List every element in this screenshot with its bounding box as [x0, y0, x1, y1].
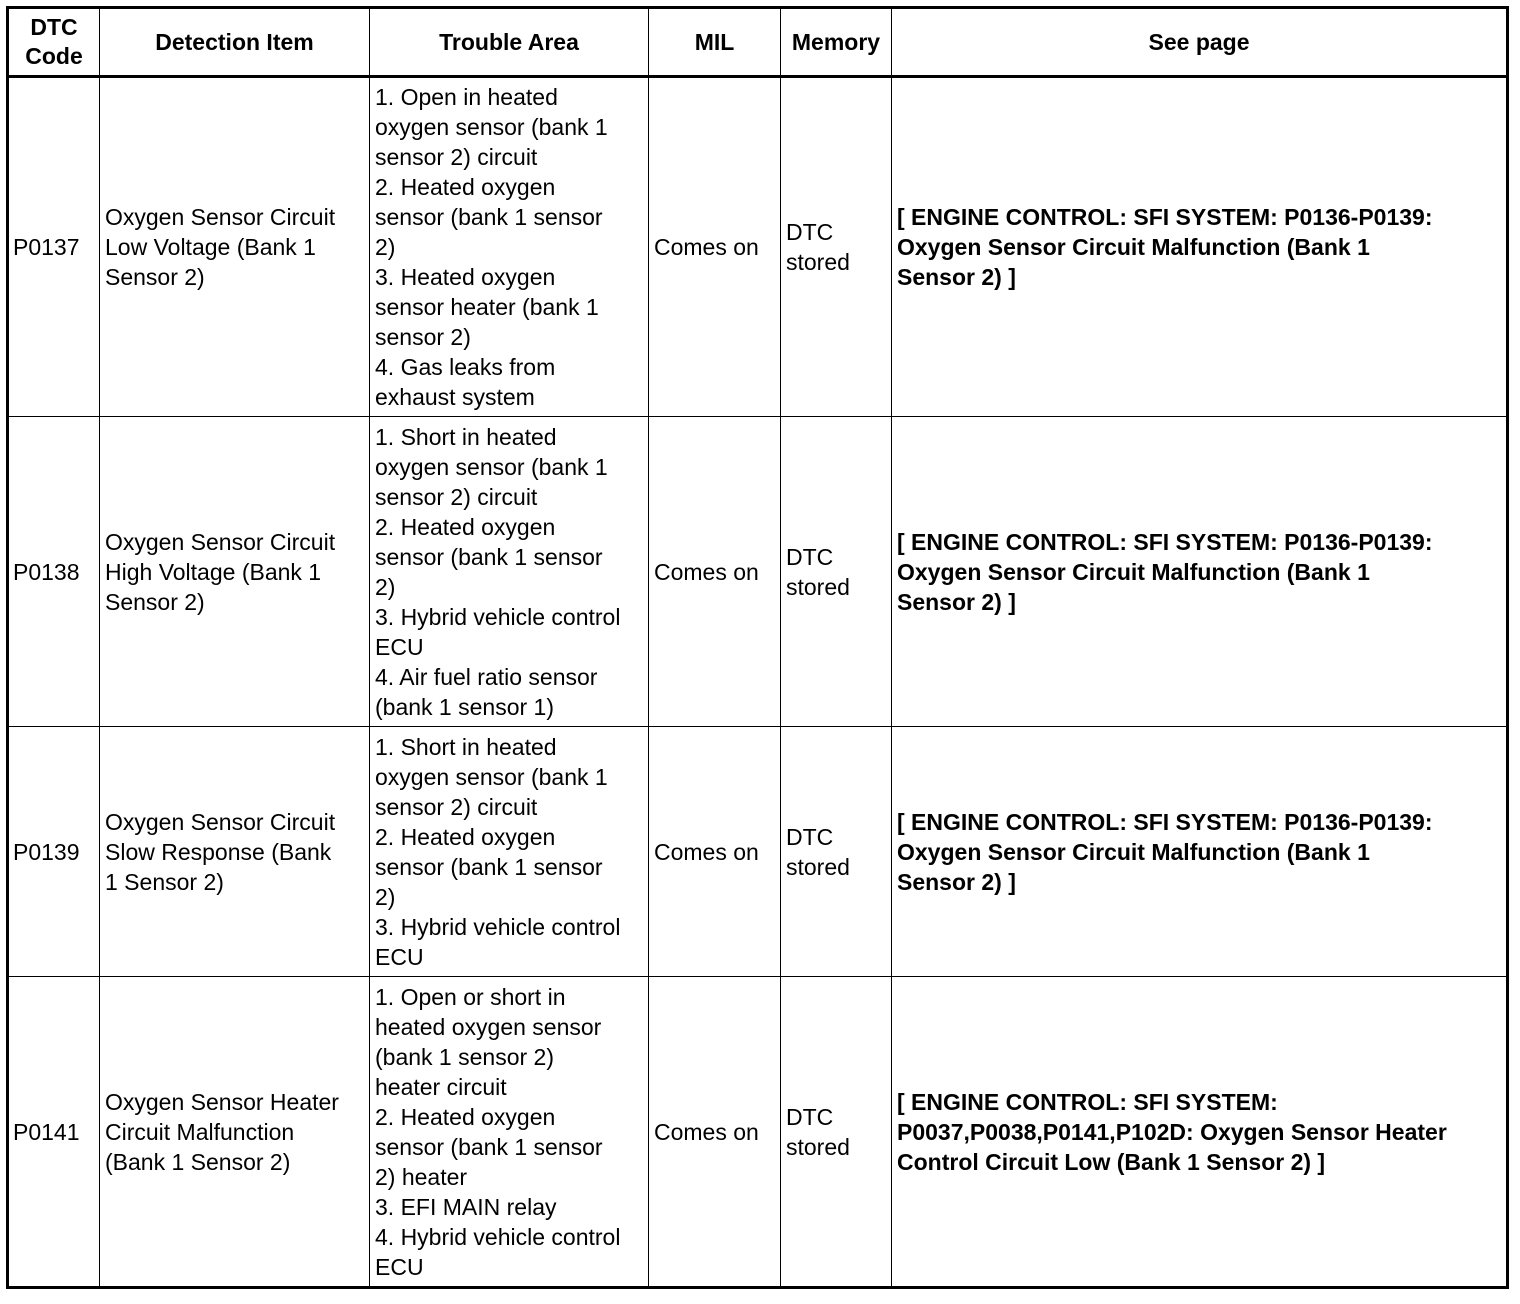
see-page-cell — [892, 727, 1508, 977]
trouble-line: sensor (bank 1 sensor — [375, 543, 603, 570]
detection-line: Sensor 2) — [105, 588, 205, 615]
see-page-line: Control Circuit Low (Bank 1 Sensor 2) ] — [897, 1148, 1326, 1175]
trouble-line: 4. Gas leaks from — [375, 354, 556, 380]
see-page-line: [ ENGINE CONTROL: SFI SYSTEM: — [897, 1088, 1278, 1115]
see-page-line: Oxygen Sensor Circuit Malfunction (Bank 1 — [897, 234, 1370, 260]
trouble-line: 3. Hybrid vehicle control — [375, 603, 621, 630]
trouble-area-cell — [370, 77, 649, 417]
trouble-line: 4. Hybrid vehicle control — [375, 1223, 621, 1250]
trouble-line: 4. Air fuel ratio sensor — [375, 663, 598, 690]
detection-item-cell — [100, 77, 370, 417]
trouble-line: 1. Open or short in — [375, 983, 566, 1010]
see-page-cell — [892, 977, 1508, 1288]
trouble-line: sensor (bank 1 sensor — [375, 204, 603, 230]
detection-item-cell — [100, 977, 370, 1288]
trouble-line: ECU — [375, 633, 424, 660]
trouble-line: heater circuit — [375, 1073, 507, 1100]
trouble-line: 2. Heated oxygen — [375, 823, 556, 850]
see-page-line: Oxygen Sensor Circuit Malfunction (Bank 1 — [897, 558, 1370, 585]
trouble-line: sensor 2) circuit — [375, 144, 538, 170]
memory-line: stored — [786, 853, 850, 880]
memory-line: stored — [786, 573, 850, 600]
detection-line: Low Voltage (Bank 1 — [105, 234, 316, 260]
memory-line: stored — [786, 249, 850, 275]
header-memory: Memory — [781, 8, 892, 77]
trouble-line: 1. Short in heated — [375, 733, 557, 760]
header-row — [8, 8, 1508, 77]
trouble-line: ECU — [375, 1253, 424, 1280]
header-detection-item: Detection Item — [100, 8, 370, 77]
dtc-table — [6, 6, 1509, 1289]
trouble-line: 3. Hybrid vehicle control — [375, 913, 621, 940]
memory-cell — [781, 727, 892, 977]
detection-line: Sensor 2) — [105, 264, 205, 290]
detection-item-cell — [100, 417, 370, 727]
memory-cell — [781, 417, 892, 727]
trouble-line: 3. EFI MAIN relay — [375, 1193, 557, 1220]
detection-line: Oxygen Sensor Heater — [105, 1088, 339, 1115]
trouble-line: heated oxygen sensor — [375, 1013, 602, 1040]
trouble-line: 2) — [375, 573, 396, 600]
table-row — [8, 417, 1508, 727]
detection-line: Circuit Malfunction — [105, 1118, 295, 1145]
dtc-code-cell: P0139 — [8, 727, 100, 977]
trouble-line: 2) heater — [375, 1163, 468, 1190]
trouble-area-cell — [370, 417, 649, 727]
detection-item-cell — [100, 727, 370, 977]
see-page-line: Sensor 2) ] — [897, 588, 1016, 615]
detection-line: High Voltage (Bank 1 — [105, 558, 322, 585]
see-page-line: [ ENGINE CONTROL: SFI SYSTEM: P0136-P0139: — [897, 528, 1433, 555]
see-page-line: [ ENGINE CONTROL: SFI SYSTEM: P0136-P0139: — [897, 808, 1433, 835]
memory-cell — [781, 77, 892, 417]
trouble-line: sensor heater (bank 1 — [375, 294, 599, 320]
trouble-line: 1. Short in heated — [375, 423, 557, 450]
dtc-code-cell: P0137 — [8, 77, 100, 417]
trouble-line: sensor (bank 1 sensor — [375, 853, 603, 880]
see-page-line: Sensor 2) ] — [897, 264, 1016, 290]
trouble-line: exhaust system — [375, 384, 535, 410]
detection-line: Slow Response (Bank — [105, 838, 332, 865]
detection-line: Oxygen Sensor Circuit — [105, 808, 336, 835]
see-page-cell — [892, 77, 1508, 417]
dtc-code-cell: P0141 — [8, 977, 100, 1288]
trouble-line: sensor 2) — [375, 324, 471, 350]
trouble-line: ECU — [375, 943, 424, 970]
detection-line: Oxygen Sensor Circuit — [105, 528, 336, 555]
trouble-line: 3. Heated oxygen — [375, 264, 556, 290]
memory-line: DTC — [786, 1103, 834, 1130]
see-page-line: Sensor 2) ] — [897, 868, 1016, 895]
trouble-line: oxygen sensor (bank 1 — [375, 453, 608, 480]
memory-line: DTC — [786, 823, 834, 850]
see-page-cell — [892, 417, 1508, 727]
trouble-line: 2) — [375, 234, 396, 260]
memory-line: DTC — [786, 543, 834, 570]
trouble-line: sensor (bank 1 sensor — [375, 1133, 603, 1160]
trouble-line: 2) — [375, 883, 396, 910]
trouble-line: oxygen sensor (bank 1 — [375, 763, 608, 790]
trouble-area-cell — [370, 727, 649, 977]
memory-cell — [781, 977, 892, 1288]
header-mil: MIL — [649, 8, 781, 77]
mil-cell: Comes on — [649, 417, 781, 727]
dtc-code-cell: P0138 — [8, 417, 100, 727]
see-page-line: Oxygen Sensor Circuit Malfunction (Bank 1 — [897, 838, 1370, 865]
header-trouble-area: Trouble Area — [370, 8, 649, 77]
trouble-line: 2. Heated oxygen — [375, 513, 556, 540]
trouble-area-cell — [370, 977, 649, 1288]
header-see-page: See page — [892, 8, 1508, 77]
trouble-line: 1. Open in heated — [375, 84, 558, 110]
detection-line: 1 Sensor 2) — [105, 868, 224, 895]
memory-line: DTC — [786, 219, 834, 245]
trouble-line: 2. Heated oxygen — [375, 1103, 556, 1130]
mil-cell: Comes on — [649, 727, 781, 977]
trouble-line: sensor 2) circuit — [375, 483, 538, 510]
trouble-line: (bank 1 sensor 2) — [375, 1043, 554, 1070]
trouble-line: sensor 2) circuit — [375, 793, 538, 820]
mil-cell: Comes on — [649, 977, 781, 1288]
memory-line: stored — [786, 1133, 850, 1160]
trouble-line: (bank 1 sensor 1) — [375, 693, 554, 720]
table-row — [8, 727, 1508, 977]
table-row — [8, 77, 1508, 417]
detection-line: (Bank 1 Sensor 2) — [105, 1148, 291, 1175]
trouble-line: oxygen sensor (bank 1 — [375, 114, 608, 140]
see-page-line: P0037,P0038,P0141,P102D: Oxygen Sensor Heater — [897, 1118, 1447, 1145]
see-page-line: [ ENGINE CONTROL: SFI SYSTEM: P0136-P0139: — [897, 204, 1433, 230]
trouble-line: 2. Heated oxygen — [375, 174, 556, 200]
detection-line: Oxygen Sensor Circuit — [105, 204, 336, 230]
header-dtc-code: DTC Code — [8, 8, 100, 77]
mil-cell: Comes on — [649, 77, 781, 417]
table-row — [8, 977, 1508, 1288]
